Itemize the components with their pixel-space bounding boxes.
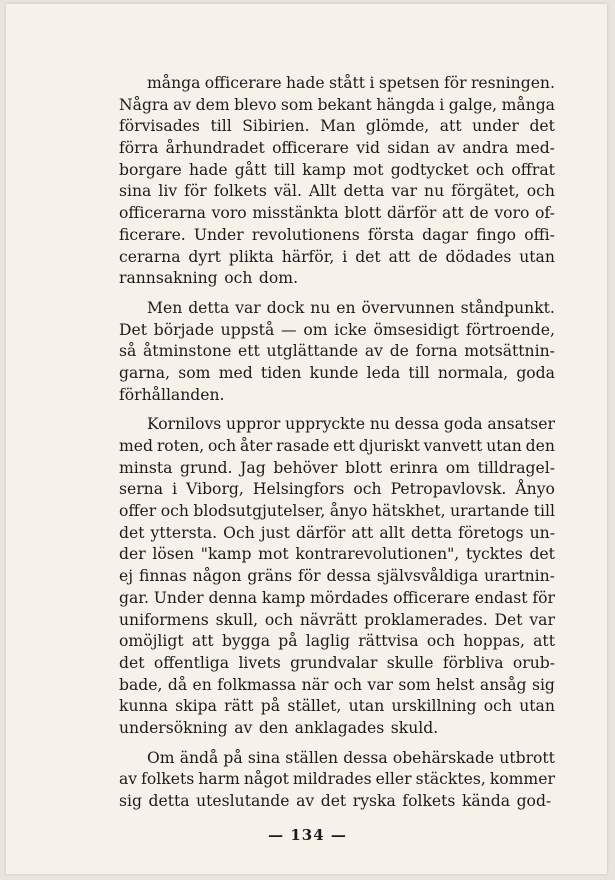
text-line: Om ändå på sina ställen dessa obehärskade utbrott (147, 748, 555, 767)
text-line: gar. Under denna kamp mördades officerare endast för (119, 588, 555, 607)
text-line: der lösen "kamp mot kontrarevolutionen", tycktes det (119, 545, 555, 564)
text-line: Kornilovs uppror uppryckte nu dessa goda ansatser (147, 415, 555, 434)
text-line: serna i Viborg, Helsingfors och Petropavlovsk. Ånyo (119, 480, 555, 499)
text-line: omöjligt att bygga på laglig rättvisa och hoppas, att (119, 632, 555, 651)
text-line: förra århundradet officerare vid sidan av andra med- (119, 139, 555, 158)
body-text (119, 73, 555, 821)
text-line: rannsakning och dom. (119, 269, 299, 288)
text-line: Några av dem blevo som bekant hängda i galge, många (119, 95, 555, 114)
text-line: ficerare. Under revolutionens första dagar fingo offi- (119, 225, 555, 244)
text-line: Men detta var dock nu en övervunnen ståndpunkt. (147, 298, 555, 317)
text-line: så åtminstone ett utglättande av de forna motsättnin- (119, 342, 555, 361)
paragraph (119, 748, 555, 813)
text-line: sig detta uteslutande av det ryska folkets kända god- (119, 792, 552, 810)
paragraph (119, 414, 555, 739)
paragraph (119, 73, 555, 290)
text-line: garna, som med tiden kunde leda till normala, goda (119, 363, 555, 382)
text-line: många officerare hade stått i spetsen för resningen. (147, 74, 555, 92)
text-line: offer och blodsutgjutelser, ånyo hätskhet, urartande till (119, 502, 555, 521)
text-line: cerarna dyrt plikta härför, i det att de dödades utan (119, 247, 555, 266)
text-line: Det började uppstå — om icke ömsesidigt förtroende, (119, 320, 555, 339)
page-number: — 134 — (268, 826, 347, 844)
text-line: uniformens skull, och nävrätt proklamerades. Det var (119, 610, 555, 629)
text-line: bade, då en folkmassa när och var som helst ansåg sig (119, 675, 555, 694)
text-line: förvisades till Sibirien. Man glömde, att under det (119, 117, 555, 136)
text-line: det yttersta. Och just därför att allt detta företogs un- (119, 523, 555, 542)
text-line: undersökning av den anklagades skuld. (119, 718, 439, 737)
text-line: officerarna voro misstänkta blott därför att de voro of- (119, 204, 555, 223)
text-line: sina liv för folkets väl. Allt detta var nu förgätet, och (119, 182, 555, 201)
text-line: kunna skipa rätt på stället, utan urskillning och utan (119, 697, 555, 716)
text-line: med roten, och åter rasade ett djuriskt vanvett utan den (119, 437, 555, 455)
text-line: förhållanden. (119, 385, 225, 404)
paragraph (119, 298, 555, 406)
text-line: av folkets harm något mildrades eller stäcktes, kommer (119, 770, 555, 789)
text-line: borgare hade gått till kamp mot godtycket och offrat (119, 160, 555, 179)
text-line: ej finnas någon gräns för dessa självsvåldiga urartnin- (119, 567, 555, 586)
text-line: minsta grund. Jag behöver blott erinra om tilldragel- (119, 458, 555, 477)
text-line: det offentliga livets grundvalar skulle förbliva orub- (119, 653, 555, 672)
